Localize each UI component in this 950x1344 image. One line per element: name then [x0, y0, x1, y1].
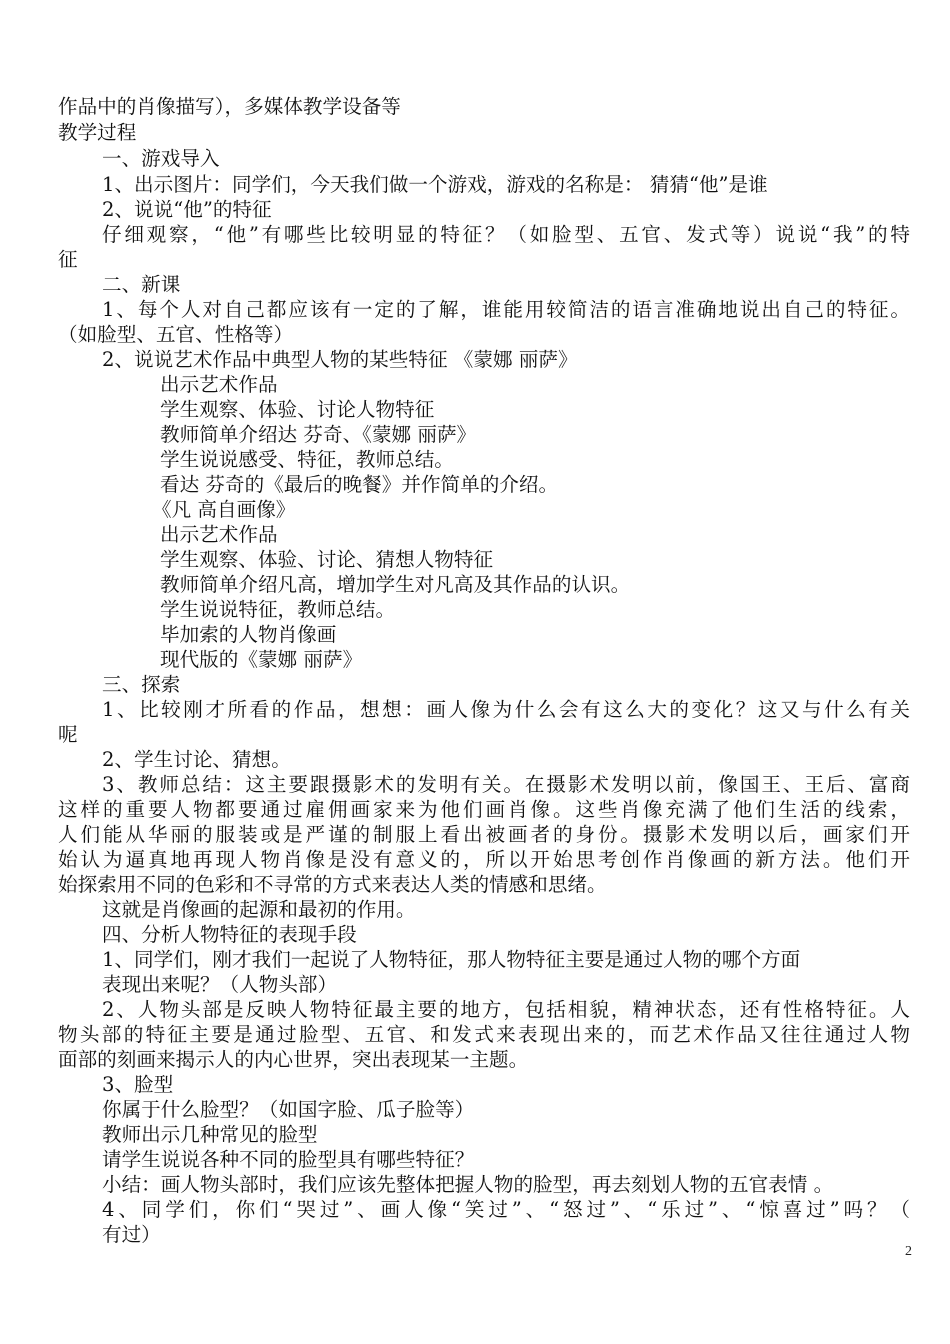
page-number: 2 — [905, 1244, 912, 1259]
text-line: 作品中的肖像描写），多媒体教学设备等 — [58, 95, 401, 118]
text-line: 4、同学们，你们“哭过”、画人像“笑过”、“怒过”、“乐过”、“惊喜过”吗？（ — [102, 1198, 910, 1221]
section-heading: 二、新课 — [102, 273, 181, 296]
text-line: 请学生说说各种不同的脸型具有哪些特征？ — [102, 1148, 475, 1171]
text-line: 表现出来呢？（人物头部） — [102, 973, 338, 996]
text-line: 学生说说特征，教师总结。 — [160, 598, 396, 621]
text-line: 教学过程 — [58, 121, 137, 144]
text-line: 1、比较刚才所看的作品，想想：画人像为什么会有这么大的变化？这又与什么有关 — [102, 698, 910, 721]
text-line: 物头部的特征主要是通过脸型、五官、和发式来表现出来的，而艺术作品又往往通过人物 — [58, 1023, 910, 1046]
text-line: 征 — [58, 248, 78, 271]
text-line: 《凡 高自画像》 — [152, 498, 296, 521]
section-heading: 一、游戏导入 — [102, 147, 220, 170]
text-line: 毕加索的人物肖像画 — [160, 623, 337, 646]
text-line: 3、教师总结：这主要跟摄影术的发明有关。在摄影术发明以前，像国王、王后、富商 — [102, 773, 910, 796]
text-line: 2、学生讨论、猜想。 — [102, 748, 291, 771]
text-line: 教师简单介绍凡高，增加学生对凡高及其作品的认识。 — [160, 573, 631, 596]
text-line: 2、人物头部是反映人物特征最主要的地方，包括相貌，精神状态，还有性格特征。人 — [102, 998, 910, 1021]
text-line: 2、说说艺术作品中典型人物的某些特征 《蒙娜 丽萨》 — [102, 348, 578, 371]
text-line: 出示艺术作品 — [160, 523, 278, 546]
text-line: 这就是肖像画的起源和最初的作用。 — [102, 898, 416, 921]
text-line: （如脸型、五官、性格等） — [58, 323, 294, 346]
text-line: 教师简单介绍达 芬奇、《蒙娜 丽萨》 — [160, 423, 477, 446]
text-line: 始探索用不同的色彩和不寻常的方式来表达人类的情感和思绪。 — [58, 873, 607, 896]
text-line: 呢 — [58, 723, 78, 746]
section-heading: 四、分析人物特征的表现手段 — [102, 923, 357, 946]
text-line: 仔细观察，“他”有哪些比较明显的特征？（如脸型、五官、发式等）说说“我”的特 — [102, 223, 910, 246]
text-line: 1、同学们，刚才我们一起说了人物特征，那人物特征主要是通过人物的哪个方面 — [102, 948, 801, 971]
text-line: 有过） — [102, 1223, 161, 1246]
text-line: 这样的重要人物都要通过雇佣画家来为他们画肖像。这些肖像充满了他们生活的线索， — [58, 798, 910, 821]
text-line: 1、每个人对自己都应该有一定的了解，谁能用较简洁的语言准确地说出自己的特征。 — [102, 298, 910, 321]
text-line: 面部的刻画来揭示人的内心世界，突出表现某一主题。 — [58, 1048, 529, 1071]
text-line: 现代版的《蒙娜 丽萨》 — [160, 648, 363, 671]
text-line: 3、脸型 — [102, 1073, 174, 1096]
text-line: 看达 芬奇的《最后的晚餐》并作简单的介绍。 — [160, 473, 559, 496]
text-line: 你属于什么脸型？（如国字脸、瓜子脸等） — [102, 1098, 475, 1121]
text-line: 教师出示几种常见的脸型 — [102, 1123, 318, 1146]
text-line: 出示艺术作品 — [160, 373, 278, 396]
text-line: 1、出示图片：同学们，今天我们做一个游戏，游戏的名称是： 猜猜“他”是谁 — [102, 173, 768, 196]
text-line: 小结：画人物头部时，我们应该先整体把握人物的脸型，再去刻划人物的五官表情 。 — [102, 1173, 834, 1196]
text-line: 2、说说“他”的特征 — [102, 198, 272, 221]
text-line: 学生观察、体验、讨论人物特征 — [160, 398, 435, 421]
text-line: 人们能从华丽的服装或是严谨的制服上看出被画者的身份。摄影术发明以后，画家们开 — [58, 823, 910, 846]
section-heading: 三、探索 — [102, 673, 181, 696]
text-line: 始认为逼真地再现人物肖像是没有意义的，所以开始思考创作肖像画的新方法。他们开 — [58, 848, 910, 871]
text-line: 学生观察、体验、讨论、猜想人物特征 — [160, 548, 494, 571]
text-line: 学生说说感受、特征，教师总结。 — [160, 448, 454, 471]
